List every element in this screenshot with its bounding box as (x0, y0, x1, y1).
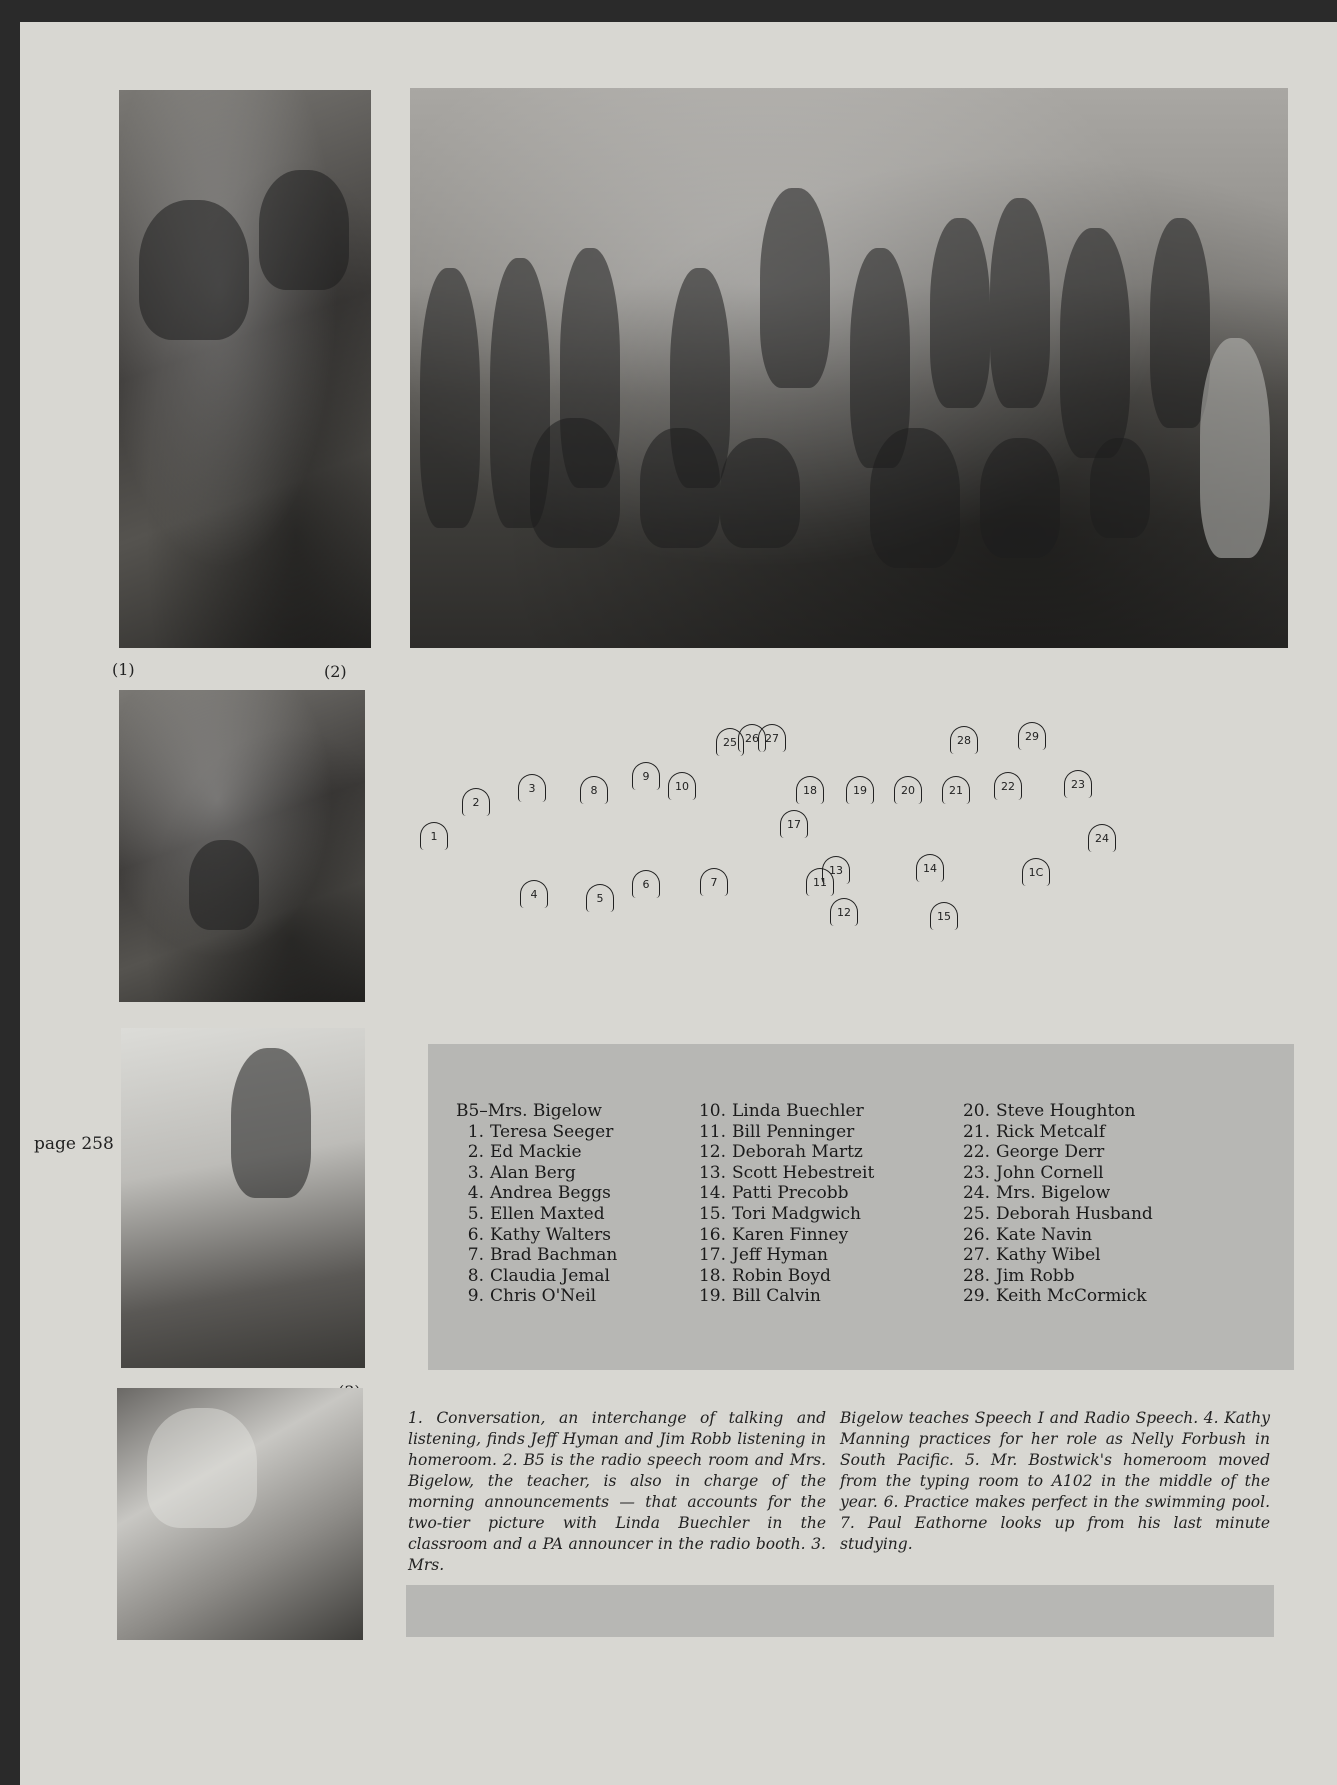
photo-label-1: (1) (112, 660, 135, 679)
bottom-gray-bar (406, 1585, 1274, 1637)
position-marker: 26 (738, 724, 766, 752)
roster-column-1 (456, 1101, 617, 1307)
position-marker: 4 (520, 880, 548, 908)
photo-label-2: (2) (324, 662, 347, 681)
roster-column-3 (962, 1101, 1153, 1307)
position-marker: 7 (700, 868, 728, 896)
roster-column-2 (698, 1101, 874, 1307)
roster-entry: 25. Deborah Husband (962, 1203, 1153, 1224)
position-marker: 3 (518, 774, 546, 802)
roster-entry: 16. Karen Finney (698, 1224, 849, 1245)
roster-entry: 14. Patti Precobb (698, 1183, 849, 1204)
roster-entry: 24. Mrs. Bigelow (962, 1183, 1111, 1204)
roster-entry: 22. George Derr (962, 1142, 1105, 1163)
caption-right: Bigelow teaches Speech I and Radio Speech. 4. Kathy Manning practices for her role as Nelly Forbush in South Pacific. 5. Mr. Bostwick's homeroom moved from the typing room to A102 in the middle of the year. 6. Practice makes perfect in the swimming pool. 7. Paul Eathorne looks up from his last minute studying. (840, 1409, 1270, 1553)
position-marker: 23 (1064, 770, 1092, 798)
roster-entry: 9. Chris O'Neil (467, 1286, 597, 1307)
caption-left: 1. Conversation, an interchange of talking and listening, finds Jeff Hyman and Jim Robb listening in homeroom. 2. B5 is the radio speech room and Mrs. Bigelow, the teacher, is also in charge of the morning announcements — that accounts for the two-tier picture with Linda Buechler in the classroom and a PA announcer in the radio booth. 3. Mrs. (408, 1409, 826, 1574)
roster-entry: 5. Ellen Maxted (467, 1203, 605, 1224)
roster-entry: 27. Kathy Wibel (962, 1245, 1101, 1266)
roster-entry: 4. Andrea Beggs (467, 1183, 611, 1204)
position-diagram (420, 712, 1300, 972)
roster-entry: 12. Deborah Martz (698, 1142, 863, 1163)
position-marker: 5 (586, 884, 614, 912)
roster-entry: 7. Brad Bachman (467, 1245, 618, 1266)
position-marker: 17 (780, 810, 808, 838)
position-marker: 27 (758, 724, 786, 752)
photo-mrs-bigelow (117, 1388, 363, 1640)
position-marker: 19 (846, 776, 874, 804)
position-marker: 1 (420, 822, 448, 850)
position-marker: 28 (950, 726, 978, 754)
position-marker: 21 (942, 776, 970, 804)
photo-radio-booth (119, 690, 365, 1002)
roster-entry: 28. Jim Robb (962, 1265, 1075, 1286)
position-marker: 14 (916, 854, 944, 882)
roster-heading: B5–Mrs. Bigelow (456, 1101, 602, 1121)
roster-entry: 11. Bill Penninger (698, 1121, 855, 1142)
yearbook-page (20, 22, 1337, 1785)
roster-entry: 18. Robin Boyd (698, 1265, 831, 1286)
position-marker: 11 (806, 868, 834, 896)
roster-entry: 15. Tori Madgwich (698, 1203, 861, 1224)
position-marker: 1C (1022, 858, 1050, 886)
roster-entry: 8. Claudia Jemal (467, 1265, 610, 1286)
roster-entry: 1. Teresa Seeger (467, 1121, 614, 1142)
position-marker: 6 (632, 870, 660, 898)
roster-entry: 23. John Cornell (962, 1162, 1104, 1183)
roster-entry: 2. Ed Mackie (467, 1142, 582, 1163)
roster-entry: 20. Steve Houghton (962, 1101, 1136, 1121)
position-marker: 10 (668, 772, 696, 800)
position-marker: 18 (796, 776, 824, 804)
page-number: page 258 (34, 1134, 114, 1154)
position-marker: 12 (830, 898, 858, 926)
position-marker: 13 (822, 856, 850, 884)
roster-entry: 26. Kate Navin (962, 1224, 1093, 1245)
photo-conversation (119, 90, 371, 648)
position-marker: 20 (894, 776, 922, 804)
roster-entry: 3. Alan Berg (467, 1162, 576, 1183)
roster-entry: 21. Rick Metcalf (962, 1121, 1106, 1142)
position-marker: 8 (580, 776, 608, 804)
position-marker: 2 (462, 788, 490, 816)
homeroom-roster (428, 1044, 1294, 1370)
position-marker: 15 (930, 902, 958, 930)
photo-classroom-student (121, 1028, 365, 1368)
position-marker: 29 (1018, 722, 1046, 750)
roster-entry: 17. Jeff Hyman (698, 1245, 828, 1266)
photo-homeroom-group (410, 88, 1288, 648)
position-marker: 22 (994, 772, 1022, 800)
roster-entry: 6. Kathy Walters (467, 1224, 611, 1245)
position-marker: 24 (1088, 824, 1116, 852)
position-marker: 25 (716, 728, 744, 756)
roster-entry: 10. Linda Buechler (698, 1101, 864, 1121)
position-marker: 9 (632, 762, 660, 790)
roster-entry: 13. Scott Hebestreit (698, 1162, 875, 1183)
roster-entry: 29. Keith McCormick (962, 1286, 1147, 1307)
roster-entry: 19. Bill Calvin (698, 1286, 821, 1307)
